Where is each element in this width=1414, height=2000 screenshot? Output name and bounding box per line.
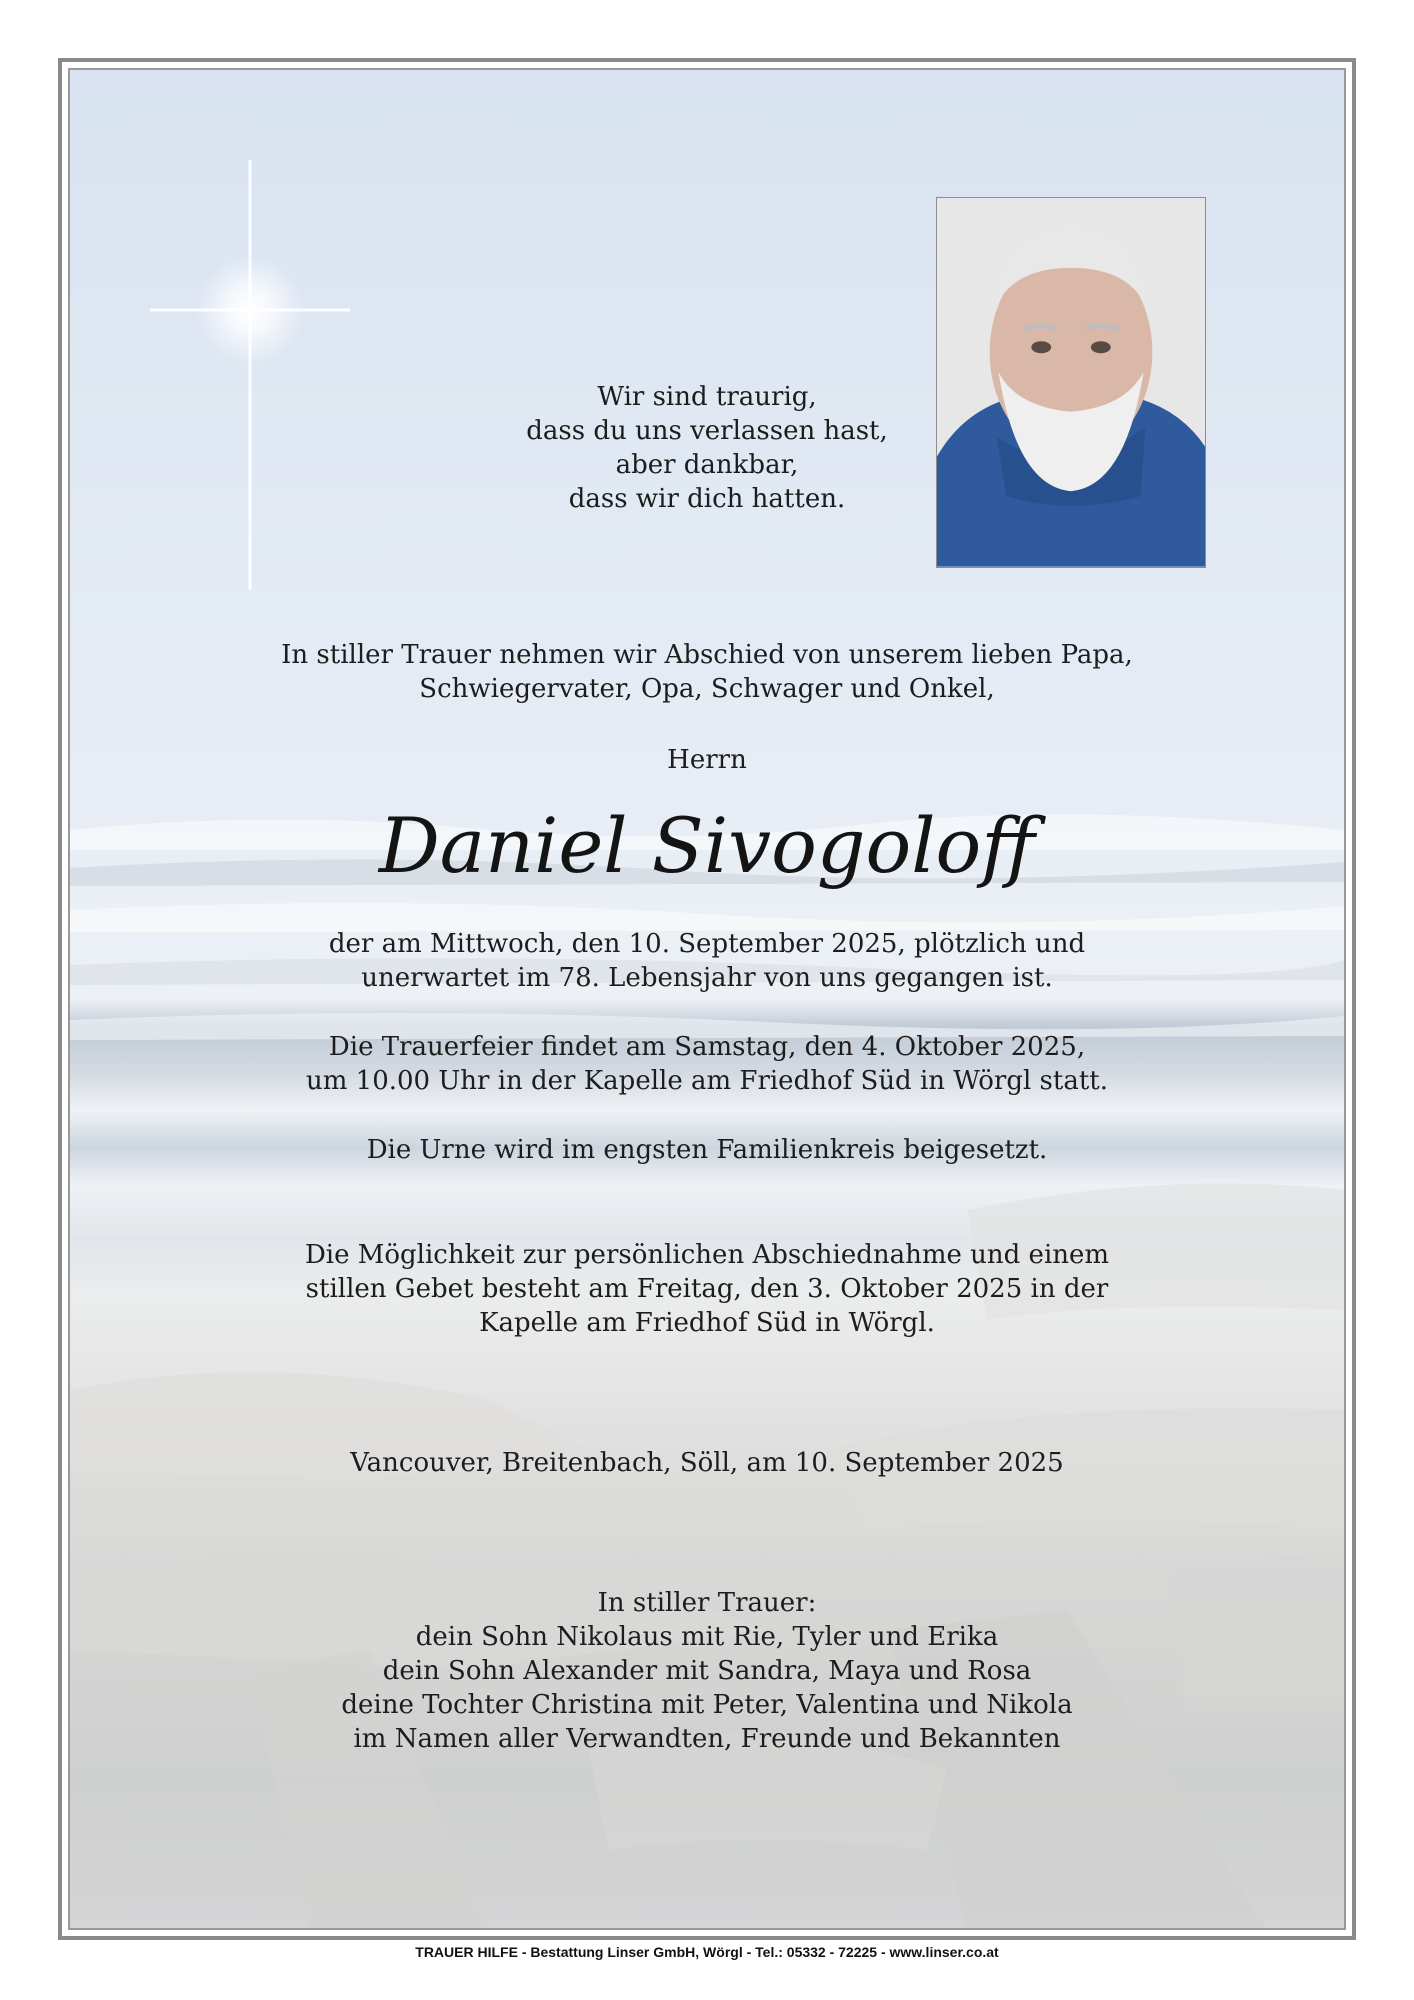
salutation: Herrn [667, 745, 747, 775]
mourner-line: im Namen aller Verwandten, Freunde und Bekannten [353, 1724, 1061, 1754]
mourners-heading: In stiller Trauer: [597, 1588, 817, 1618]
ceremony-line: Die Trauerfeier findet am Samstag, den 4. Oktober 2025, [328, 1032, 1086, 1062]
intro-line: In stiller Trauer nehmen wir Abschied von unserem lieben Papa, [281, 640, 1133, 670]
quote-line: dass du uns verlassen hast, [526, 416, 888, 446]
death-notice-line: unerwartet im 78. Lebensjahr von uns gegangen ist. [361, 963, 1053, 993]
farewell-line: stillen Gebet besteht am Freitag, den 3. Oktober 2025 in der [305, 1274, 1109, 1304]
death-notice-line: der am Mittwoch, den 10. September 2025, plötzlich und [328, 929, 1086, 959]
ceremony-info [0, 1030, 1414, 1098]
farewell-line: Die Möglichkeit zur persönlichen Abschiednahme und einem [304, 1240, 1110, 1270]
memorial-quote [0, 380, 1414, 516]
quote-line: aber dankbar, [615, 450, 799, 480]
quote-line: Wir sind traurig, [597, 382, 817, 412]
mourner-line: dein Sohn Alexander mit Sandra, Maya und Rosa [382, 1656, 1032, 1686]
ceremony-line: um 10.00 Uhr in der Kapelle am Friedhof Süd in Wörgl statt. [305, 1066, 1109, 1096]
mourner-line: dein Sohn Nikolaus mit Rie, Tyler und Erika [415, 1622, 999, 1652]
footer-imprint: TRAUER HILFE - Bestattung Linser GmbH, Wörgl - Tel.: 05332 - 72225 - www.linser.co.at [415, 1944, 999, 1960]
place-date: Vancouver, Breitenbach, Söll, am 10. September 2025 [350, 1448, 1064, 1478]
urn-info: Die Urne wird im engsten Familienkreis beigesetzt. [366, 1135, 1048, 1165]
deceased-name: Daniel Sivogoloff [378, 801, 1036, 890]
mourner-line: deine Tochter Christina mit Peter, Valentina und Nikola [341, 1690, 1073, 1720]
intro-line: Schwiegervater, Opa, Schwager und Onkel, [419, 674, 995, 704]
quote-line: dass wir dich hatten. [568, 484, 846, 514]
mourners-list [0, 1586, 1414, 1756]
farewell-info [0, 1238, 1414, 1340]
death-notice [0, 927, 1414, 995]
intro-text [0, 638, 1414, 706]
farewell-line: Kapelle am Friedhof Süd in Wörgl. [479, 1308, 935, 1338]
